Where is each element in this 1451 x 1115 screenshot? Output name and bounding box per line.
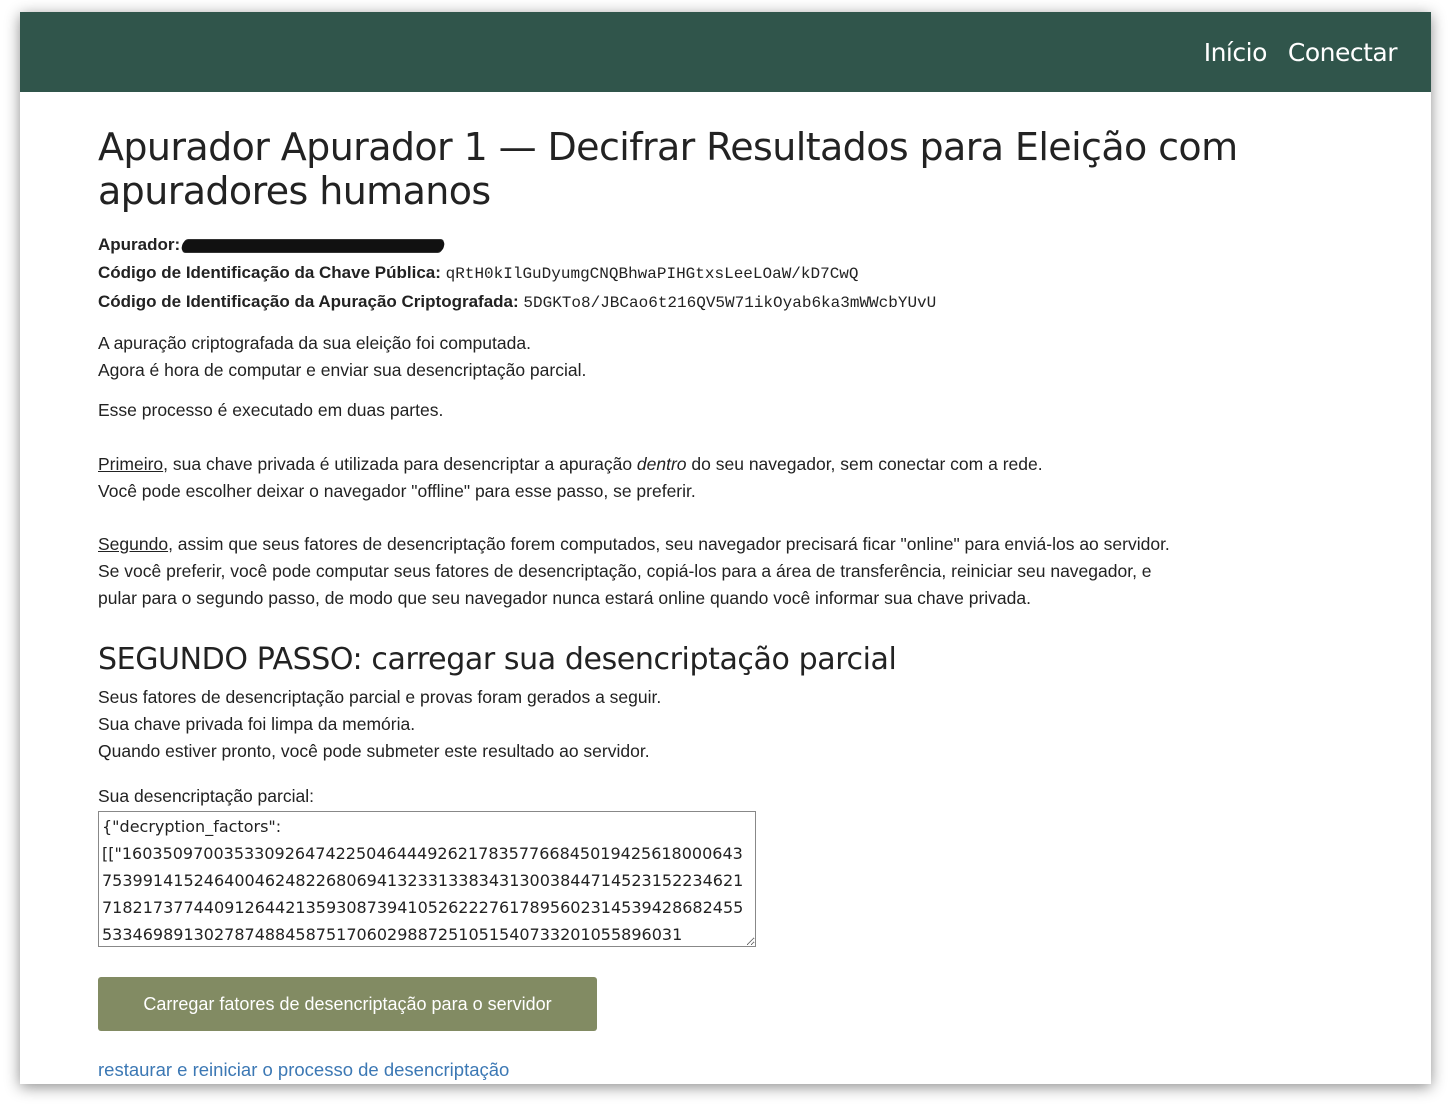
- second-line-2: Se você preferir, você pode computar seus fatores de desencriptação, copiá-los para a área de transferência, reiniciar seu navegador, e: [98, 561, 1152, 581]
- public-key-row: [98, 259, 1298, 288]
- first-step-explanation: [98, 451, 1298, 505]
- partial-decryption-textarea[interactable]: [98, 811, 756, 947]
- second-text: , assim que seus fatores de desencriptação forem computados, seu navegador precisará ficar "online" para enviá-los ao servidor.: [168, 534, 1170, 554]
- step2-text: [98, 684, 1298, 765]
- first-line-1: [98, 451, 1298, 478]
- step2-line-1: Seus fatores de desencriptação parcial e provas foram gerados a seguir.: [98, 687, 662, 707]
- upload-decryption-button[interactable]: Carregar fatores de desencriptação para o servidor: [98, 977, 597, 1031]
- trustee-row: [98, 231, 1298, 259]
- first-emph: dentro: [636, 454, 687, 474]
- first-line-2: Você pode escolher deixar o navegador "offline" para esse passo, se preferir.: [98, 481, 696, 501]
- page-title: Apurador Apurador 1 — Decifrar Resultados para Eleição com apuradores humanos: [98, 125, 1238, 213]
- public-key-value: qRtH0kIlGuDyumgCNQBhwaPIHGtxsLeeLOaW/kD7CwQ: [445, 265, 859, 283]
- nav-login-link[interactable]: Conectar: [1287, 37, 1397, 67]
- intro-line-1: A apuração criptografada da sua eleição foi computada.: [98, 333, 531, 353]
- trustee-meta: [98, 231, 1298, 317]
- main-content: [98, 92, 1298, 1081]
- tally-hash-label: Código de Identificação da Apuração Criptografada:: [98, 292, 519, 311]
- tally-hash-row: [98, 288, 1298, 317]
- redacted-trustee-email: [181, 240, 446, 252]
- step2-line-2: Sua chave privada foi limpa da memória.: [98, 714, 416, 734]
- first-text-b: do seu navegador, sem conectar com a rede.: [686, 454, 1043, 474]
- nav-home-link[interactable]: Início: [1203, 37, 1267, 67]
- second-line-1: [98, 531, 1298, 558]
- intro-line-3: Esse processo é executado em duas partes.: [98, 400, 444, 420]
- step2-line-3: Quando estiver pronto, você pode submeter este resultado ao servidor.: [98, 741, 650, 761]
- second-step-explanation: [98, 531, 1298, 612]
- first-text-a: , sua chave privada é utilizada para desencriptar a apuração: [163, 454, 637, 474]
- second-word: Segundo: [98, 534, 169, 554]
- restart-decryption-link[interactable]: restaurar e reiniciar o processo de desencriptação: [98, 1059, 510, 1080]
- trustee-label: Apurador:: [98, 235, 181, 254]
- step2-heading: SEGUNDO PASSO: carregar sua desencriptação parcial: [98, 642, 897, 677]
- first-word: Primeiro: [98, 454, 164, 474]
- tally-hash-value: 5DGKTo8/JBCao6t216QV5W71ikOyab6ka3mWWcbYUvU: [523, 294, 937, 312]
- intro-line-2: Agora é hora de computar e enviar sua desencriptação parcial.: [98, 360, 587, 380]
- top-navbar: [20, 12, 1431, 92]
- partial-decryption-label: Sua desencriptação parcial:: [98, 786, 314, 806]
- public-key-label: Código de Identificação da Chave Pública:: [98, 263, 441, 282]
- second-line-3: pular para o segundo passo, de modo que seu navegador nunca estará online quando você informar sua chave privada.: [98, 588, 1031, 608]
- intro-text: [98, 330, 1298, 384]
- browser-window: [20, 12, 1431, 1084]
